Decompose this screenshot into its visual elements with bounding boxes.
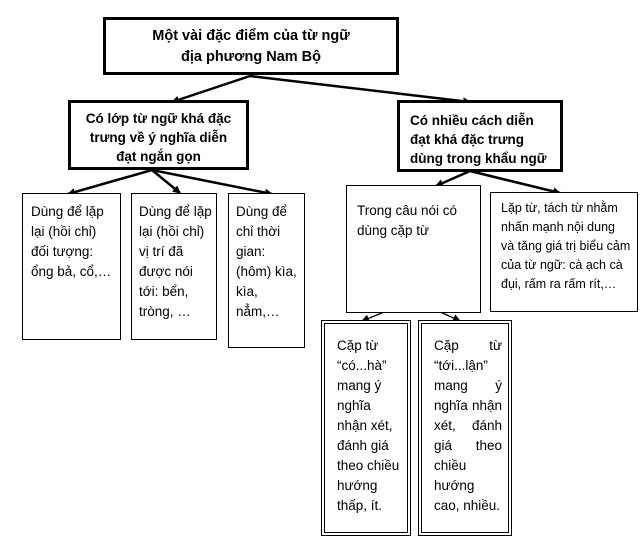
left-branch-node	[68, 100, 249, 170]
right-branch-text: Có nhiều cách diễn đạt khá đặc trưng dùng trong khẩu ngữ	[410, 113, 547, 166]
root-title-line2: địa phương Nam Bộ	[180, 49, 322, 65]
right-child-repetition-text: Lặp từ, tách từ nhằm nhấn mạnh nội dung và tăng giá trị biểu cảm của từ ngữ: cà ạch cà đụi, rấm ra rấm rít,…	[501, 201, 631, 291]
pair-child-co-ha-text: Cặp từ “có...hà” mang ý nghĩa nhận xét, đánh giá theo chiều hướng thấp, ít.	[337, 338, 400, 513]
arrow-right-to-child1	[436, 171, 470, 186]
root-node	[103, 17, 399, 75]
left-branch-text: Có lớp từ ngữ khá đặc trưng về ý nghĩa diễn đạt ngắn gọn	[85, 111, 232, 164]
right-child-repetition	[490, 192, 638, 312]
arrow-root-to-right	[250, 76, 470, 102]
left-child-object	[22, 193, 121, 340]
pair-child-toi-lan	[418, 320, 512, 536]
root-title-line1: Một vài đặc điểm của từ ngữ	[152, 28, 350, 44]
right-child-pair-words-text: Trong câu nói có dùng cặp từ	[357, 203, 458, 238]
left-child-object-text: Dùng để lặp lại (hồi chỉ) đối tượng: ổng bả, cổ,…	[31, 204, 112, 279]
pair-child-co-ha	[321, 320, 411, 536]
right-branch-node	[397, 100, 563, 172]
left-child-time-text: Dùng để chỉ thời gian: (hôm) kìa, kìa, nẳm,…	[236, 204, 297, 319]
left-child-location-text: Dùng để lặp lại (hồi chỉ) vị trí đã được nói tới: bển, tròng, …	[139, 204, 212, 319]
arrow-left-to-child1	[68, 170, 152, 194]
arrow-left-to-child3	[152, 170, 272, 194]
arrow-right-to-child2	[470, 171, 560, 193]
right-child-pair-words	[346, 185, 481, 313]
pair-child-toi-lan-text: Cặp từ “tới...lận” mang ý nghĩa nhận xét, đánh giá theo chiều hướng cao, nhiều.	[434, 338, 502, 513]
arrow-root-to-left	[172, 76, 250, 102]
left-child-location	[131, 193, 217, 340]
left-child-time	[228, 193, 305, 348]
